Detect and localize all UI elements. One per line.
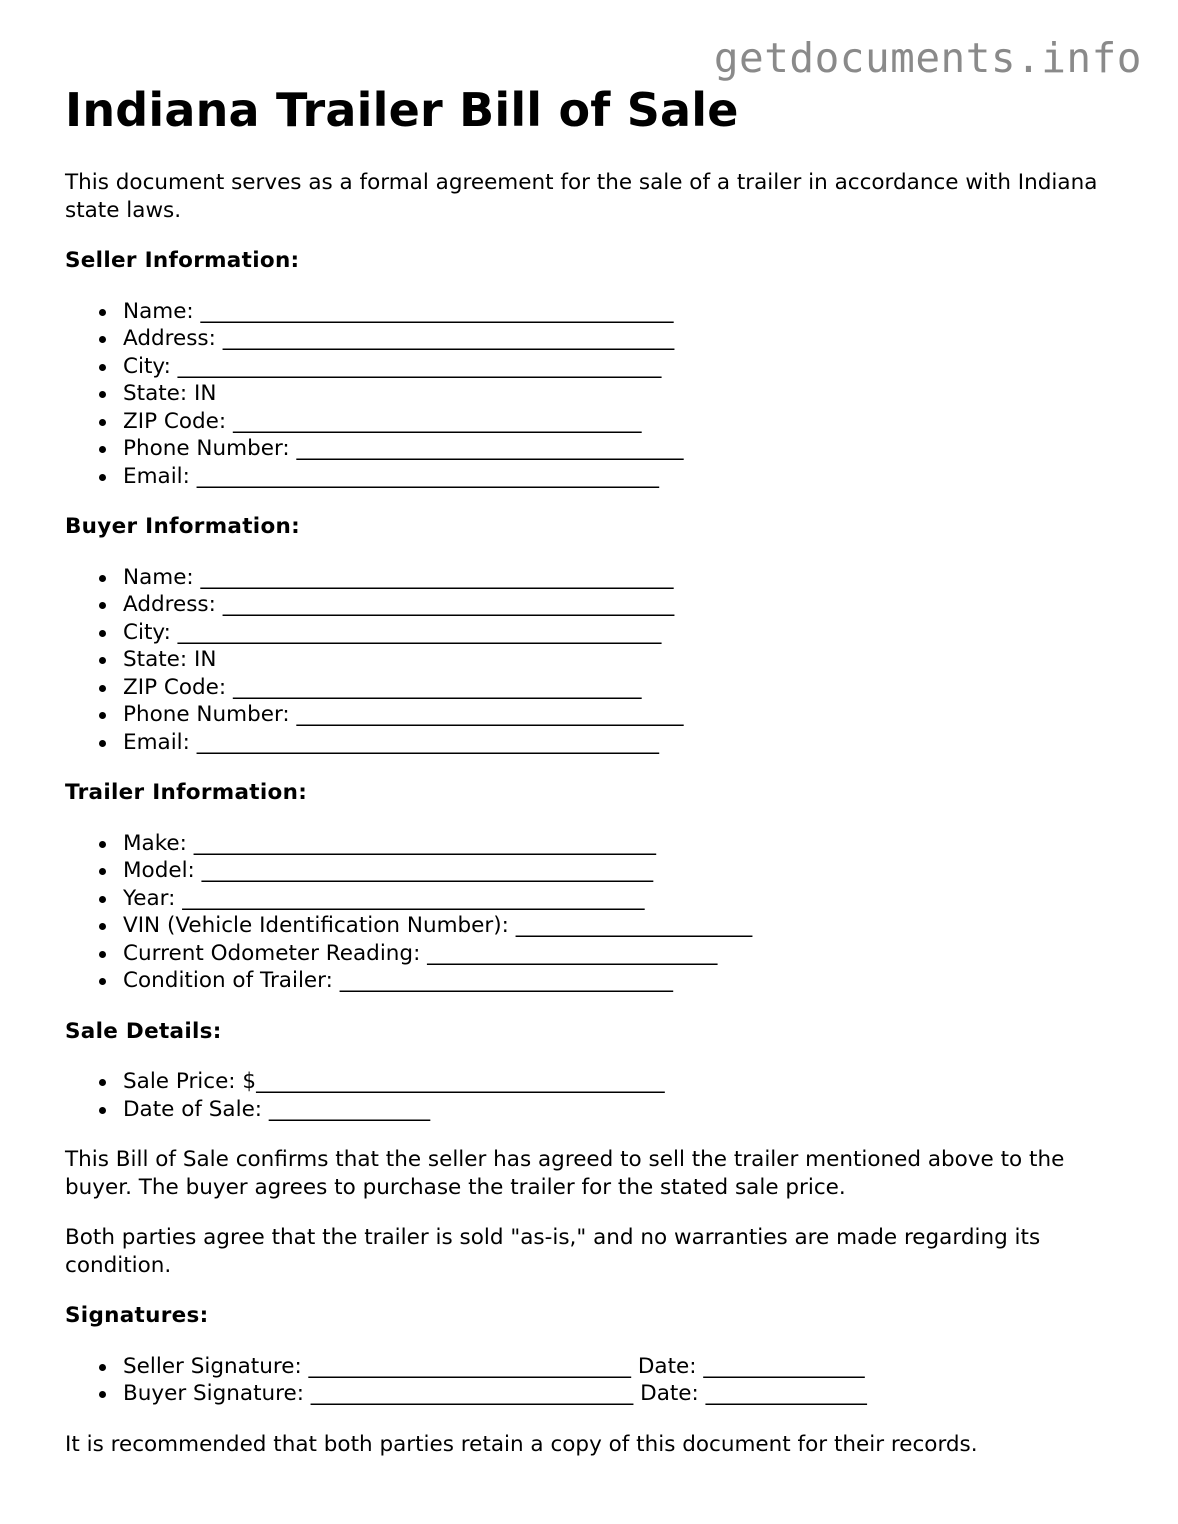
trailer-year-field: Year: ___________________________________________ <box>123 885 1125 913</box>
confirmation-paragraph: This Bill of Sale confirms that the seller has agreed to sell the trailer mentioned above to the buyer. The buyer agrees to purchase the trailer for the stated sale price. <box>65 1147 1065 1200</box>
as-is-paragraph: Both parties agree that the trailer is sold "as-is," and no warranties are made regarding its condition. <box>65 1225 1041 1278</box>
buyer-phone-field: Phone Number: ____________________________________ <box>123 701 1125 729</box>
buyer-address-field: Address: __________________________________________ <box>123 591 1125 619</box>
trailer-model-field: Model: __________________________________________ <box>123 857 1125 885</box>
signature-fields <box>65 1353 1125 1408</box>
seller-state-field: State: IN <box>123 380 1125 408</box>
sale-date-field: Date of Sale: _______________ <box>123 1096 1125 1124</box>
buyer-state-field: State: IN <box>123 646 1125 674</box>
seller-address-field: Address: __________________________________________ <box>123 325 1125 353</box>
sale-fields <box>65 1068 1125 1123</box>
seller-signature-field: Seller Signature: ______________________________ Date: _______________ <box>123 1353 1125 1381</box>
seller-fields <box>65 298 1125 491</box>
intro-paragraph: This document serves as a formal agreement for the sale of a trailer in accordance with Indiana state laws. <box>65 170 1098 223</box>
seller-zip-field: ZIP Code: ______________________________________ <box>123 408 1125 436</box>
trailer-vin-field: VIN (Vehicle Identification Number): ______________________ <box>123 912 1125 940</box>
buyer-fields <box>65 564 1125 757</box>
trailer-condition-field: Condition of Trailer: _______________________________ <box>123 967 1125 995</box>
buyer-name-field: Name: ____________________________________________ <box>123 564 1125 592</box>
buyer-email-field: Email: ___________________________________________ <box>123 729 1125 757</box>
document-title: Indiana Trailer Bill of Sale <box>65 83 739 137</box>
seller-city-field: City: _____________________________________________ <box>123 353 1125 381</box>
buyer-signature-field: Buyer Signature: ______________________________ Date: _______________ <box>123 1380 1125 1408</box>
trailer-make-field: Make: ___________________________________________ <box>123 830 1125 858</box>
watermark: getdocuments.info <box>713 34 1142 82</box>
trailer-odometer-field: Current Odometer Reading: ___________________________ <box>123 940 1125 968</box>
seller-name-field: Name: ____________________________________________ <box>123 298 1125 326</box>
trailer-fields <box>65 830 1125 995</box>
document-page <box>65 82 1125 1458</box>
sale-heading: Sale Details: <box>65 1018 222 1044</box>
trailer-heading: Trailer Information: <box>65 780 308 805</box>
buyer-heading: Buyer Information: <box>65 514 301 539</box>
signatures-heading: Signatures: <box>65 1303 209 1328</box>
closing-paragraph: It is recommended that both parties retain a copy of this document for their records. <box>65 1431 978 1457</box>
seller-heading: Seller Information: <box>65 248 300 273</box>
buyer-zip-field: ZIP Code: ______________________________________ <box>123 674 1125 702</box>
sale-price-field: Sale Price: $______________________________________ <box>123 1068 1125 1096</box>
buyer-city-field: City: _____________________________________________ <box>123 619 1125 647</box>
seller-email-field: Email: ___________________________________________ <box>123 463 1125 491</box>
seller-phone-field: Phone Number: ____________________________________ <box>123 435 1125 463</box>
